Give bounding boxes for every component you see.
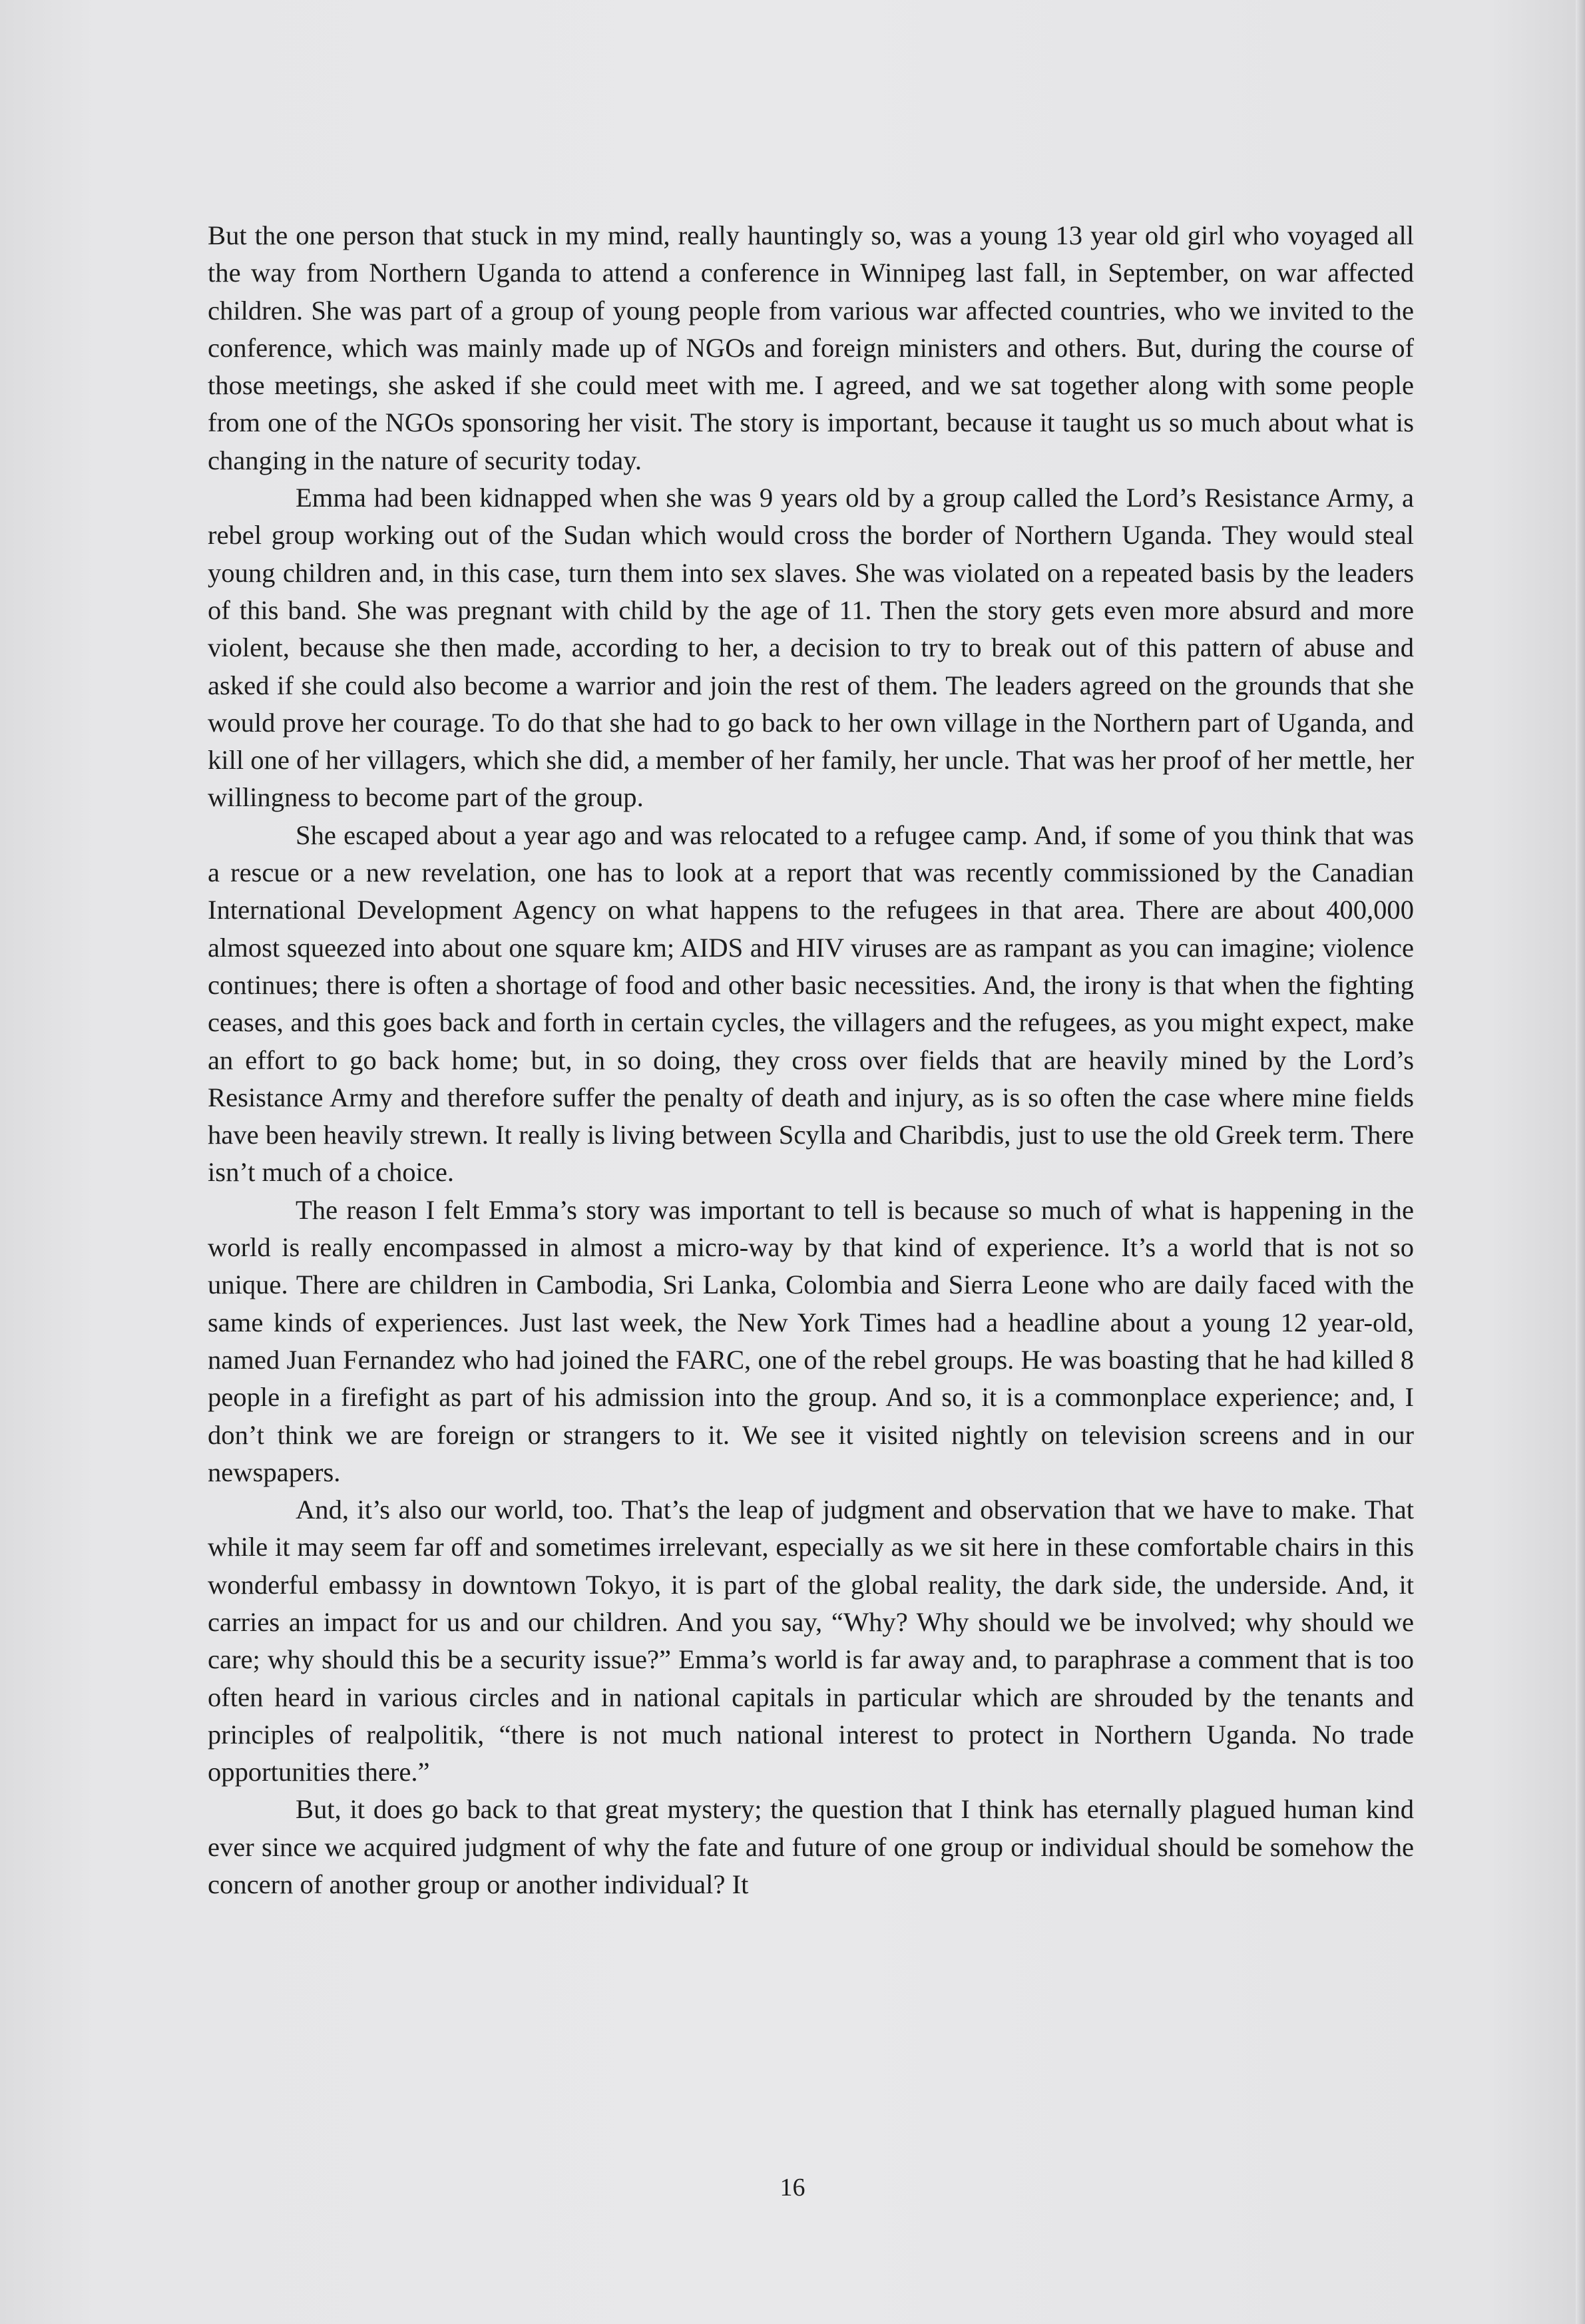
- page-number: 16: [780, 2174, 805, 2202]
- paragraph-1: But the one person that stuck in my mind, really hauntingly so, was a young 13 year old girl who voyaged all the way from Northern Uganda to attend a conference in Winnipeg last fall, in September, on war affected children. She was part of a group of young people from various war affected countries, who we invited to the conference, which was mainly made up of NGOs and foreign ministers and others. But, during the course of those meetings, she asked if she could meet with me. I agreed, and we sat together along with some people from one of the NGOs sponsoring her visit. The story is important, because it taught us so much about what is changing in the nature of security today.: [208, 220, 1414, 475]
- paragraph-6: But, it does go back to that great mystery; the question that I think has eternally plagued human kind ever since we acquired judgment of why the fate and future of one group or individual should be somehow the concern of another group or another individual? It: [208, 1794, 1414, 1900]
- paragraph-2: Emma had been kidnapped when she was 9 years old by a group called the Lord’s Resistance Army, a rebel group working out of the Sudan which would cross the border of Northern Uganda. They would steal young children and, in this case, turn them into sex slaves. She was violated on a repeated basis by the leaders of this band. She was pregnant with child by the age of 11. Then the story gets even more absurd and more violent, because she then made, according to her, a decision to try to break out of this pattern of abuse and asked if she could also become a warrior and join the rest of them. The leaders agreed on the grounds that she would prove her courage. To do that she had to go back to her own village in the Northern part of Uganda, and kill one of her villagers, which she did, a member of her family, her uncle. That was her proof of her mettle, her willingness to become part of the group.: [208, 483, 1414, 813]
- paragraph-5: And, it’s also our world, too. That’s the leap of judgment and observation that we have to make. That while it may seem far off and sometimes irrelevant, especially as we sit here in these comfortable chairs in this wonderful embassy in downtown Tokyo, it is part of the global reality, the dark side, the underside. And, it carries an impact for us and our children. And you say, “Why? Why should we be involved; why should we care; why should this be a security issue?” Emma’s world is far away and, to paraphrase a comment that is too often heard in various circles and in national capitals in particular which are shrouded by the tenants and principles of realpolitik, “there is not much national interest to protect in Northern Uganda. No trade opportunities there.”: [208, 1495, 1414, 1787]
- page-edge-shadow: [1576, 0, 1585, 2324]
- body-text: [208, 217, 1414, 1903]
- paragraph-4: The reason I felt Emma’s story was important to tell is because so much of what is happening in the world is really encompassed in almost a micro-way by that kind of experience. It’s a world that is not so unique. There are children in Cambodia, Sri Lanka, Colombia and Sierra Leone who are daily faced with the same kinds of experiences. Just last week, the New York Times had a headline about a young 12 year-old, named Juan Fernandez who had joined the FARC, one of the rebel groups. He was boasting that he had killed 8 people in a firefight as part of his admission into the group. And so, it is a commonplace experience; and, I don’t think we are foreign or strangers to it. We see it visited nightly on television screens and in our newspapers.: [208, 1194, 1414, 1487]
- paragraph-3: She escaped about a year ago and was relocated to a refugee camp. And, if some of you think that was a rescue or a new revelation, one has to look at a report that was recently commissioned by the Canadian International Development Agency on what happens to the refugees in that area. There are about 400,000 almost squeezed into about one square km; AIDS and HIV viruses are as rampant as you can imagine; violence continues; there is often a shortage of food and other basic necessities. And, the irony is that when the fighting ceases, and this goes back and forth in certain cycles, the villagers and the refugees, as you might expect, make an effort to go back home; but, in so doing, they cross over fields that are heavily mined by the Lord’s Resistance Army and therefore suffer the penalty of death and injury, as is so often the case where mine fields have been heavily strewn. It really is living between Scylla and Charibdis, just to use the old Greek term. There isn’t much of a choice.: [208, 819, 1414, 1188]
